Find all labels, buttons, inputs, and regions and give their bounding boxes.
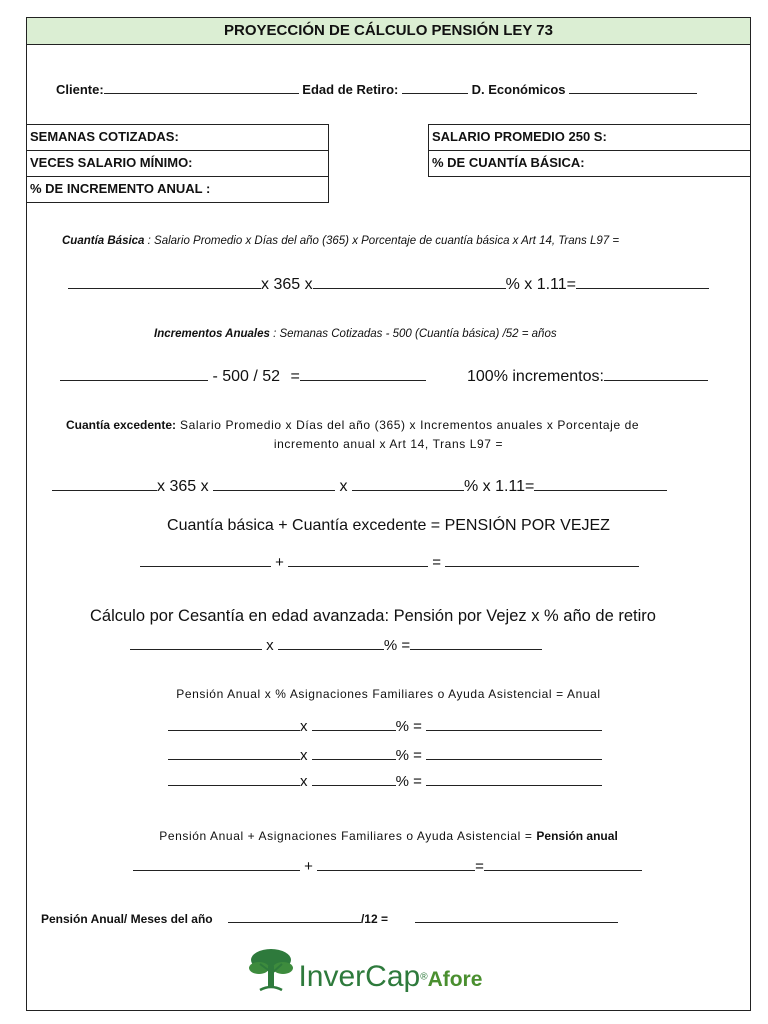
basic-amount-calc-row (68, 274, 709, 294)
annual-pension-equals: = (475, 858, 484, 875)
severance-op2: % = (383, 637, 411, 654)
increments-calc-row (60, 366, 426, 386)
monthly-annual-field[interactable] (228, 908, 361, 923)
logo-reg: ® (420, 971, 428, 983)
old-age-equals: = (432, 554, 442, 571)
allowances-pension-field[interactable] (168, 716, 300, 731)
allowances-formula: Pensión Anual x % Asignaciones Familiares o Ayuda Asistencial = Anual (176, 687, 601, 701)
allowances-x: x (300, 718, 308, 735)
weeks-contributed-box[interactable]: SEMANAS COTIZADAS: (26, 124, 329, 151)
excess-increments-field[interactable] (213, 476, 335, 491)
allowances-pct-field[interactable] (312, 716, 396, 731)
min-wage-times-box[interactable]: VECES SALARIO MÍNIMO: (26, 150, 329, 177)
weeks-field[interactable] (60, 366, 208, 381)
severance-pct-field[interactable] (278, 635, 384, 650)
annual-pension-calc-row (133, 856, 642, 875)
basic-amount-formula (62, 235, 619, 247)
increments-title: Incrementos Anuales (154, 328, 270, 340)
excess-op2: x (339, 478, 348, 495)
monthly-row (41, 908, 618, 926)
allowances-row-1 (168, 716, 602, 735)
allowances-pension-field[interactable] (168, 745, 300, 760)
retirement-age-field[interactable] (402, 79, 468, 94)
allowances-result-field[interactable] (426, 771, 602, 786)
old-age-result-field[interactable] (445, 552, 639, 567)
monthly-result-field[interactable] (415, 908, 618, 923)
annual-pension-bold: Pensión anual (536, 829, 618, 843)
basic-result-field[interactable] (576, 274, 709, 289)
basic-op2: % x 1.11= (505, 276, 577, 293)
logo-text: InverCap (298, 960, 421, 993)
excess-salary-field[interactable] (52, 476, 157, 491)
client-label: Cliente: (56, 82, 104, 97)
full-increments-label: 100% incrementos: (467, 368, 604, 385)
monthly-label: Pensión Anual/ Meses del año (41, 912, 213, 926)
excess-calc-row (52, 476, 667, 496)
years-field[interactable] (300, 366, 426, 381)
client-field[interactable] (104, 79, 299, 94)
basic-amount-text: : Salario Promedio x Días del año (365) x Porcentaje de cuantía básica x Art 14, Trans L97 = (144, 235, 620, 247)
severance-formula: Cálculo por Cesantía en edad avanzada: Pensión por Vejez x % año de retiro (90, 607, 656, 625)
severance-calc-row (130, 635, 542, 654)
annual-pension-plus: + (304, 858, 313, 875)
increments-text: : Semanas Cotizadas - 500 (Cuantía básica) /52 = años (269, 328, 557, 340)
tree-icon (248, 946, 294, 994)
excess-op1: x 365 x (157, 478, 209, 495)
severance-result-field[interactable] (410, 635, 542, 650)
allowances-result-field[interactable] (426, 745, 602, 760)
increments-op2: = (290, 368, 300, 385)
excess-text-1: Salario Promedio x Días del año (365) x Incrementos anuales x Porcentaje de (176, 418, 640, 432)
basic-salary-field[interactable] (68, 274, 261, 289)
excess-formula-line1 (66, 418, 639, 432)
invercap-logo (248, 946, 482, 994)
basic-amount-title: Cuantía Básica (62, 235, 145, 247)
allowances-pension-field[interactable] (168, 771, 300, 786)
old-age-basic-field[interactable] (140, 552, 271, 567)
annual-pension-formula (26, 829, 751, 843)
excess-result-field[interactable] (534, 476, 667, 491)
increments-formula (154, 328, 557, 340)
full-increments-field[interactable] (604, 366, 708, 381)
basic-amount-pct-box[interactable]: % DE CUANTÍA BÁSICA: (428, 150, 751, 177)
logo-afore: Afore (427, 968, 483, 991)
dependents-label: D. Económicos (471, 82, 566, 97)
allowances-row-3 (168, 771, 602, 790)
excess-title: Cuantía excedente: (66, 418, 177, 432)
annual-increment-box[interactable]: % DE INCREMENTO ANUAL : (26, 176, 329, 203)
client-row (56, 79, 697, 97)
page-title: PROYECCIÓN DE CÁLCULO PENSIÓN LEY 73 (26, 17, 751, 45)
excess-op3: % x 1.11= (463, 478, 535, 495)
annual-allowances-field[interactable] (317, 856, 475, 871)
dependents-field[interactable] (569, 79, 697, 94)
severance-op1: x (266, 637, 274, 654)
allowances-pct-field[interactable] (312, 771, 396, 786)
old-age-plus: + (275, 554, 284, 571)
allowances-x: x (300, 773, 308, 790)
allowances-row-2 (168, 745, 602, 764)
annual-pension-text: Pensión Anual + Asignaciones Familiares o Ayuda Asistencial = (159, 829, 537, 843)
severance-pension-field[interactable] (130, 635, 262, 650)
increments-op1: - 500 / 52 (212, 368, 281, 385)
avg-salary-box[interactable]: SALARIO PROMEDIO 250 S: (428, 124, 751, 151)
allowances-pct-op: % = (395, 773, 422, 790)
annual-pension-result-field[interactable] (484, 856, 642, 871)
excess-formula-line2: incremento anual x Art 14, Trans L97 = (273, 437, 504, 451)
old-age-calc-row (140, 552, 639, 571)
basic-pct-field[interactable] (313, 274, 506, 289)
old-age-formula: Cuantía básica + Cuantía excedente = PENSIÓN POR VEJEZ (167, 517, 610, 534)
excess-pct-field[interactable] (352, 476, 464, 491)
annual-pension-field[interactable] (133, 856, 300, 871)
old-age-excess-field[interactable] (288, 552, 428, 567)
full-increments-row (467, 366, 708, 386)
retirement-age-label: Edad de Retiro: (302, 82, 399, 97)
allowances-pct-field[interactable] (312, 745, 396, 760)
monthly-op: /12 = (360, 912, 388, 926)
allowances-result-field[interactable] (426, 716, 602, 731)
allowances-x: x (300, 747, 308, 764)
allowances-pct-op: % = (395, 718, 422, 735)
basic-op1: x 365 x (261, 276, 313, 293)
allowances-pct-op: % = (395, 747, 422, 764)
